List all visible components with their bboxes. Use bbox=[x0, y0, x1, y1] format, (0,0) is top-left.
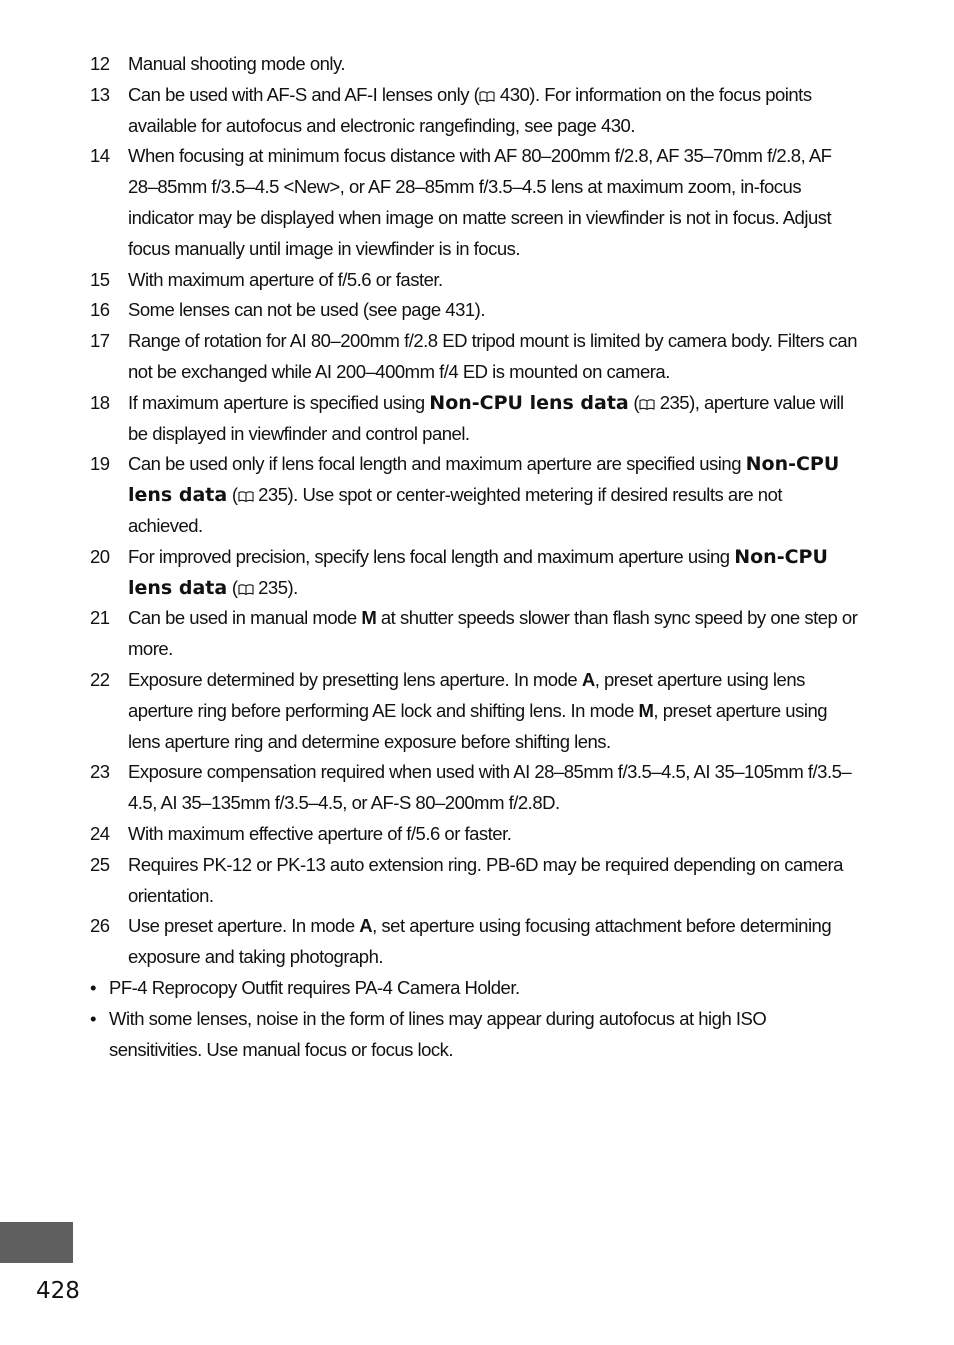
section-tab-marker bbox=[0, 1222, 73, 1263]
bullet-icon: • bbox=[90, 1007, 96, 1029]
footnote-number: 23 bbox=[90, 761, 110, 783]
footnotes-list bbox=[90, 49, 860, 1065]
footnote-15 bbox=[90, 265, 860, 296]
footnote-text: Exposure determined by presetting lens aperture. In mode A, preset aperture using lens aperture ring before performing AE lock and shifting lens. In mode M, preset aperture using lens aperture ring and determine exposure before shifting lens. bbox=[128, 668, 828, 752]
footnote-13 bbox=[90, 80, 860, 142]
footnote-text: Can be used with AF-S and AF-I lenses only ( 430). For information on the focus points available for autofocus and electronic rangefinding, see page 430. bbox=[128, 83, 812, 136]
footnote-number: 13 bbox=[90, 83, 110, 105]
footnote-number: 14 bbox=[90, 145, 110, 167]
menu-item-name: Non-CPU lens data bbox=[128, 545, 828, 599]
footnote-text: Exposure compensation required when used with AI 28–85mm f/3.5–4.5, AI 35–105mm f/3.5–4.5, AI 35–135mm f/3.5–4.5, or AF-S 80–200mm f/2.8D. bbox=[128, 761, 852, 814]
footnote-18 bbox=[90, 388, 860, 450]
bullet-text: With some lenses, noise in the form of lines may appear during autofocus at high ISO sensitivities. Use manual focus or focus lock. bbox=[109, 1007, 767, 1060]
footnote-number: 12 bbox=[90, 53, 110, 74]
footnote-number: 15 bbox=[90, 268, 110, 290]
footnote-number: 25 bbox=[90, 853, 110, 875]
footnote-25 bbox=[90, 850, 860, 912]
footnote-text: Some lenses can not be used (see page 431). bbox=[128, 299, 485, 321]
footnote-text: For improved precision, specify lens focal length and maximum aperture using Non-CPU lens data ( 235). bbox=[128, 545, 828, 599]
shooting-mode-label: M bbox=[638, 699, 654, 721]
footnote-text: Can be used only if lens focal length and maximum aperture are specified using Non-CPU lens data ( 235). Use spot or center-weighted metering if desired results are not achieved. bbox=[128, 453, 840, 536]
footnote-23 bbox=[90, 757, 860, 819]
footnote-text: Can be used in manual mode M at shutter speeds slower than flash sync speed by one step or more. bbox=[128, 607, 858, 660]
footnote-number: 21 bbox=[90, 607, 110, 629]
book-reference-icon bbox=[238, 584, 254, 595]
menu-item-name: Non-CPU lens data bbox=[429, 391, 629, 414]
footnote-20 bbox=[90, 542, 860, 604]
footnote-text: When focusing at minimum focus distance with AF 80–200mm f/2.8, AF 35–70mm f/2.8, AF 28–85mm f/3.5–4.5 <New>, or AF 28–85mm f/3.5–4.5 lens at maximum zoom, in-focus indicator may be displayed when image on matte screen in viewfinder is not in focus. Adjust focus manually until image in viewfinder is in focus. bbox=[128, 145, 832, 259]
footnote-17 bbox=[90, 326, 860, 388]
footnote-number: 19 bbox=[90, 453, 110, 475]
footnote-text: Manual shooting mode only. bbox=[128, 53, 346, 74]
footnote-number: 22 bbox=[90, 668, 110, 690]
page-number: 428 bbox=[36, 1278, 80, 1304]
footnote-19 bbox=[90, 449, 860, 541]
footnote-text: With maximum aperture of f/5.6 or faster. bbox=[128, 268, 443, 290]
book-reference-icon bbox=[479, 91, 495, 102]
footnote-text: Requires PK-12 or PK-13 auto extension ring. PB-6D may be required depending on camera orientation. bbox=[128, 853, 843, 906]
footnote-24 bbox=[90, 819, 860, 850]
footnote-number: 24 bbox=[90, 822, 110, 844]
book-reference-icon bbox=[639, 399, 655, 410]
shooting-mode-label: M bbox=[361, 607, 377, 629]
footnote-text: If maximum aperture is specified using Non-CPU lens data ( 235), aperture value will be displayed in viewfinder and control panel. bbox=[128, 391, 844, 444]
bullet-item bbox=[90, 973, 860, 1004]
footnote-text: Use preset aperture. In mode A, set aperture using focusing attachment before determining exposure and taking photograph. bbox=[128, 915, 832, 968]
footnote-21 bbox=[90, 603, 860, 665]
bullet-item bbox=[90, 1004, 860, 1066]
footnote-number: 18 bbox=[90, 391, 110, 413]
shooting-mode-label: A bbox=[359, 915, 373, 937]
bullet-icon: • bbox=[90, 976, 96, 998]
footnote-16 bbox=[90, 295, 860, 326]
shooting-mode-label: A bbox=[581, 668, 595, 690]
bullet-text: PF-4 Reprocopy Outfit requires PA-4 Camera Holder. bbox=[109, 976, 520, 998]
footnote-text: With maximum effective aperture of f/5.6 or faster. bbox=[128, 822, 512, 844]
footnote-text: Range of rotation for AI 80–200mm f/2.8 ED tripod mount is limited by camera body. Filters can not be exchanged while AI 200–400mm f/4 ED is mounted on camera. bbox=[128, 330, 857, 382]
footnote-22 bbox=[90, 665, 860, 757]
footnote-number: 26 bbox=[90, 915, 110, 937]
menu-item-name: Non-CPU lens data bbox=[128, 453, 840, 507]
footnote-number: 17 bbox=[90, 330, 110, 352]
book-reference-icon bbox=[238, 491, 254, 502]
footnote-number: 20 bbox=[90, 545, 110, 567]
footnote-14 bbox=[90, 141, 860, 264]
footnote-number: 16 bbox=[90, 299, 110, 321]
footnote-26 bbox=[90, 911, 860, 973]
footnote-12 bbox=[90, 49, 860, 80]
